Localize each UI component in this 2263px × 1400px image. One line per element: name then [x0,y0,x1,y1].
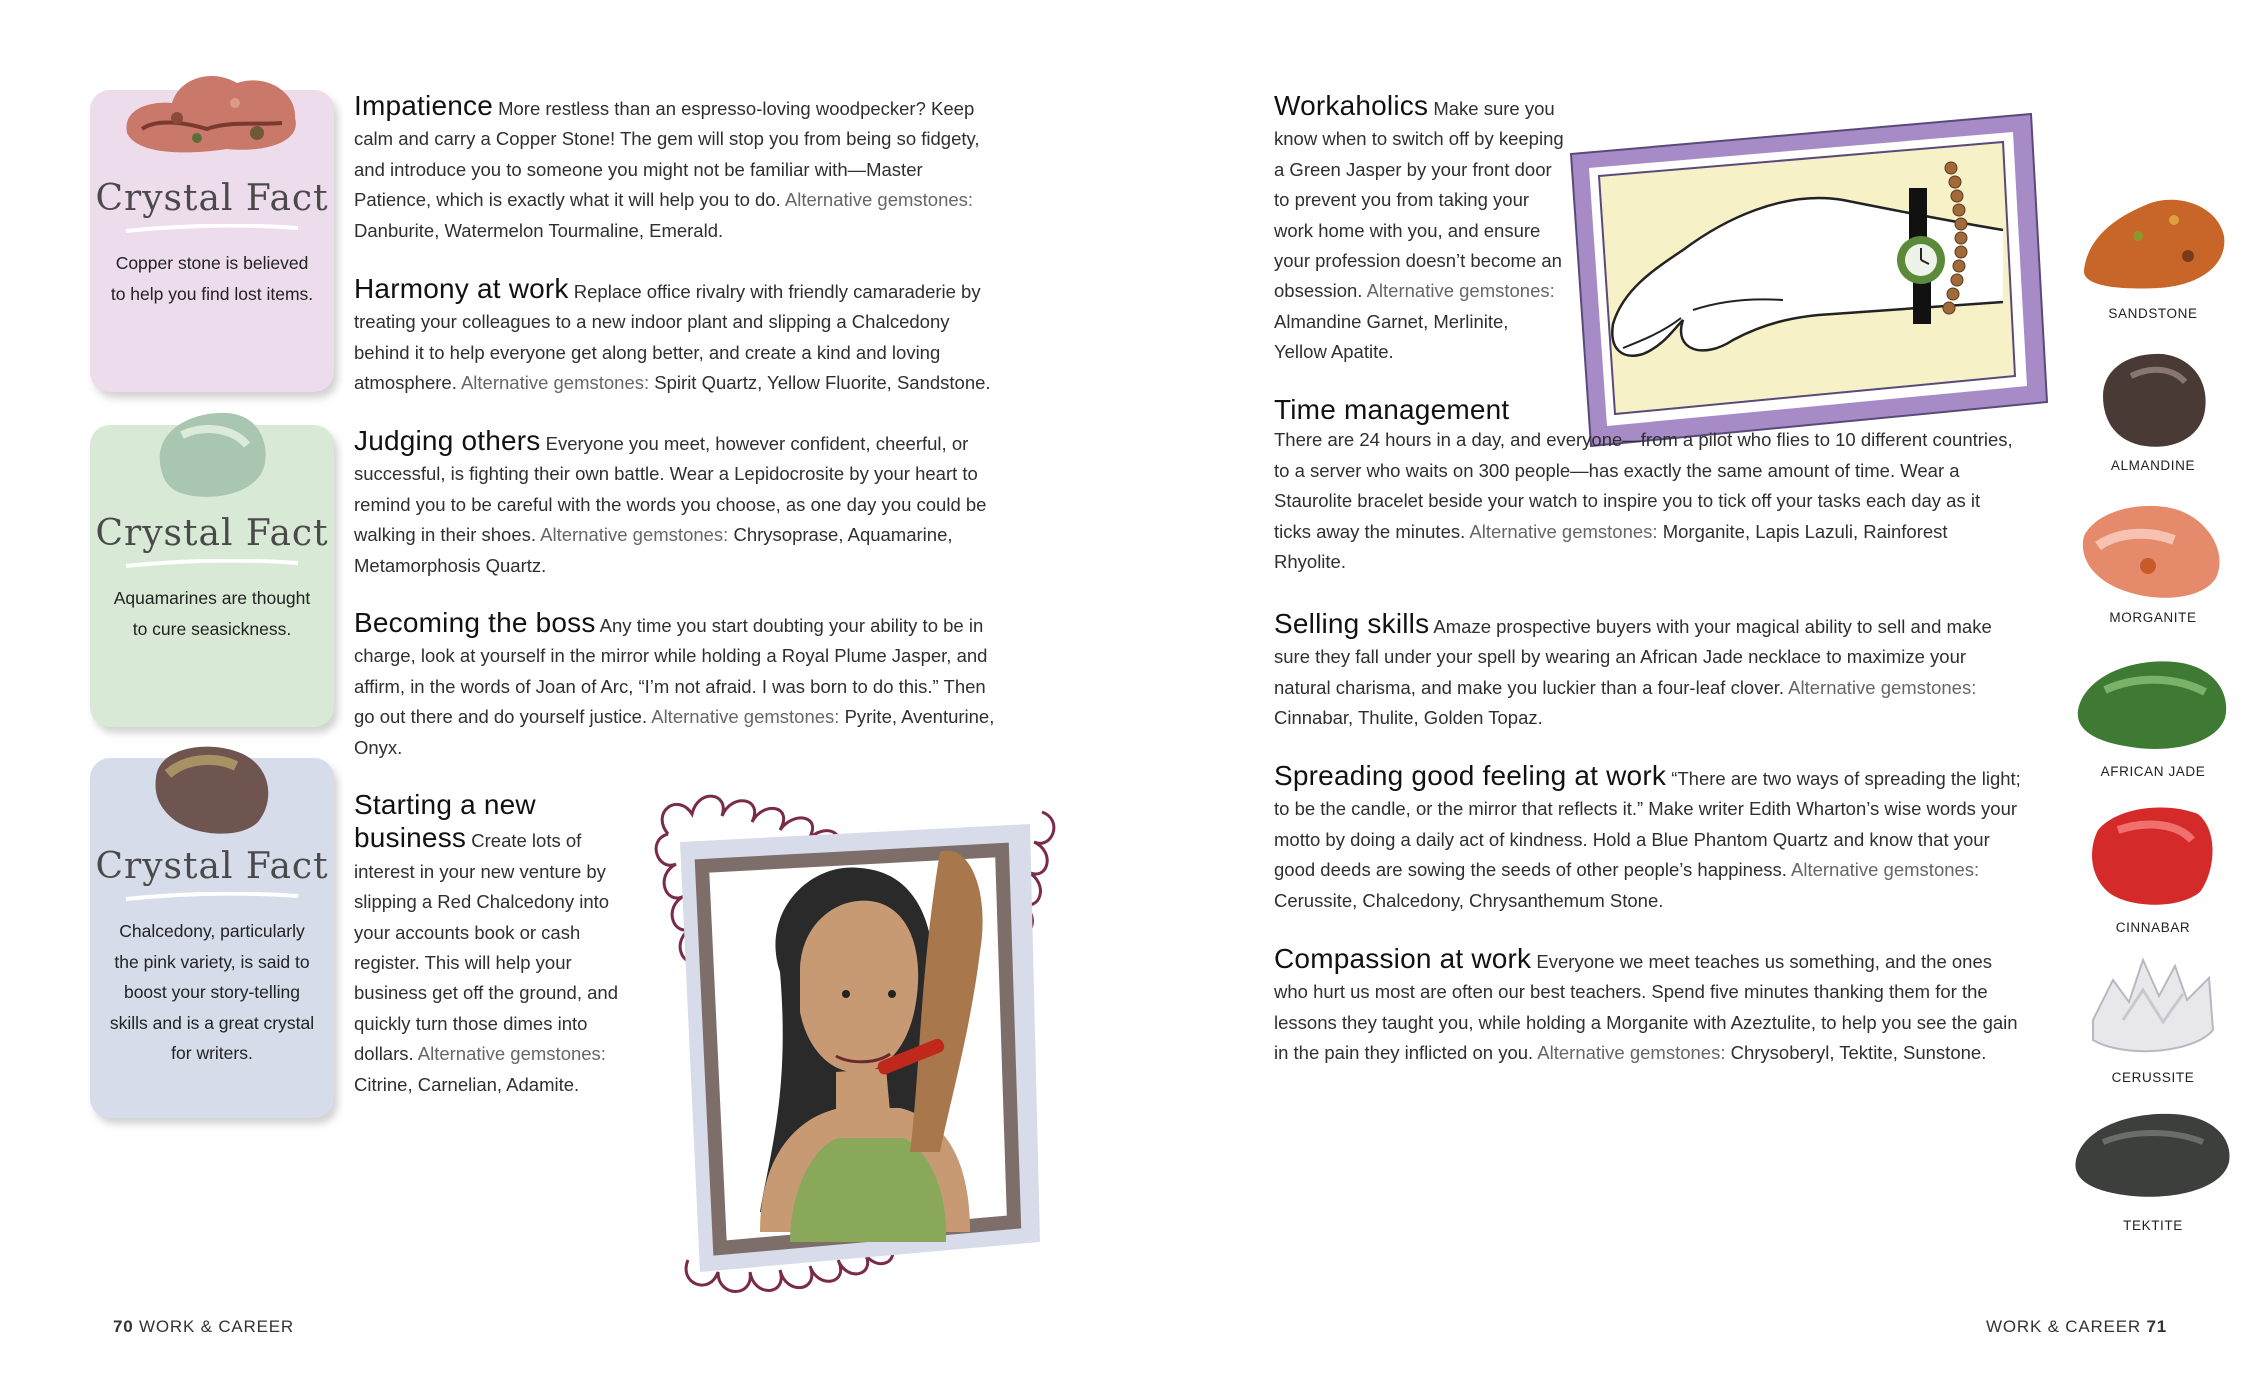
swoosh-decoration [124,559,300,569]
entry-body: There are 24 hours in a day, and everyone—from a pilot who flies to 10 different countries, to a server who waits on 300 people—has exactly the same amount of time. Wear a Staurolite bracelet beside your watch to inspire you to tick off your tasks each day as it ticks away the minutes. [1274,429,2013,542]
gem-label: AFRICAN JADE [2100,764,2206,779]
alternative-gemstones-label: Alternative gemstones: [1791,859,1980,881]
entry-body: Any time you start doubting your ability to be in charge, look at yourself in the mirror while holding a Royal Plume Jasper, and affirm, in the words of Joan of Arc, “I’m not afraid. I was born to do this.” Then go out there and do yourself justice. [354,615,988,728]
woman-in-mirror-illustration [640,772,1080,1322]
gem-sandstone [2068,186,2238,336]
entry-heading: Starting a new business [354,789,536,854]
entry-heading: Spreading good feeling at work [1274,760,1667,791]
entry-heading: Time management [1274,394,1510,425]
aquamarine-stone-image [152,405,272,503]
gem-african-jade [2068,650,2238,794]
gem-morganite [2068,496,2238,640]
crystal-fact-title: Crystal Fact [95,846,329,887]
entry-judging-others [354,426,994,581]
swoosh-decoration [124,892,300,902]
entry-body: More restless than an espresso-loving woodpecker? Keep calm and carry a Copper Stone! The gem will stop you from being so fidgety, and introduce you to someone you might not be familiar with—Master Patience, which is exactly what it will help you to do. [354,98,980,211]
gem-label: CERUSSITE [2111,1070,2195,1085]
cinnabar-image [2088,800,2218,910]
alternative-gemstones-list: Cerussite, Chalcedony, Chrysanthemum Stone. [1274,889,1664,911]
alternative-gemstones-list: Spirit Quartz, Yellow Fluorite, Sandstone. [654,372,991,394]
entry-heading: Workaholics [1274,90,1429,121]
african-jade-image [2075,650,2231,754]
entry-harmony-at-work [354,274,994,399]
gem-cerussite [2068,950,2238,1098]
entry-spreading-good-feeling [1274,761,2022,916]
almandine-image [2093,346,2213,452]
gem-label: TEKTITE [2123,1218,2183,1233]
copper-stone-image [117,63,307,155]
alternative-gemstones-label: Alternative gemstones: [1366,280,1555,302]
alternative-gemstones-label: Alternative gemstones: [784,189,974,211]
alternative-gemstones-label: Alternative gemstones: [1537,1042,1726,1064]
alternative-gemstones-list: Danburite, Watermelon Tourmaline, Emerald. [354,219,724,241]
alternative-gemstones-label: Alternative gemstones: [651,706,840,728]
entry-heading: Impatience [354,90,493,121]
gem-label: ALMANDINE [2110,458,2196,473]
alternative-gemstones-list: Chrysoprase, Aquamarine, Metamorphosis Quartz. [354,524,953,576]
cerussite-image [2083,950,2223,1062]
page-number: 71 [2146,1317,2167,1336]
crystal-fact-text: Copper stone is believed to help you find lost items. [110,253,314,304]
gem-cinnabar [2068,800,2238,950]
crystal-fact-card-chalcedony [90,758,334,1118]
crystal-fact-title: Crystal Fact [95,513,329,554]
alternative-gemstones-list: Almandine Garnet, Merlinite, Yellow Apatite. [1274,310,1509,363]
alternative-gemstones-list: Morganite, Lapis Lazuli, Rainforest Rhyolite. [1274,520,1948,573]
swoosh-decoration [124,224,300,234]
entry-time-management [1274,395,2022,577]
morganite-image [2078,496,2228,604]
gem-almandine [2068,346,2238,488]
folio-left [113,1317,294,1337]
alternative-gemstones-list: Citrine, Carnelian, Adamite. [354,1073,580,1095]
entry-body: “There are two ways of spreading the light; to be the candle, or the mirror that reflects it.” Make writer Edith Wharton’s wise words your motto by doing a daily act of kindness. Hold a Blue Phantom Quartz and know that your good deeds are sowing the seeds of other people’s happiness. [1274,768,2021,881]
chalcedony-stone-image [146,738,278,838]
alternative-gemstones-label: Alternative gemstones: [1788,676,1977,698]
entry-workaholics [1274,91,1564,368]
crystal-fact-card-copper [90,90,334,392]
entry-heading: Becoming the boss [354,607,596,638]
entry-heading: Selling skills [1274,608,1430,639]
page-number: 70 [113,1317,134,1336]
section-name: WORK & CAREER [139,1317,294,1336]
alternative-gemstones-label: Alternative gemstones: [1469,520,1658,542]
alternative-gemstones-label: Alternative gemstones: [540,524,729,546]
crystal-fact-text: Chalcedony, particularly the pink variety, is said to boost your story-telling skills and is a great crystal for writers. [109,921,315,1063]
entry-body: Everyone you meet, however confident, cheerful, or successful, is fighting their own battle. Wear a Lepidocrosite by your heart to remind you to be careful with the words you choose, as one day you could be walking in their shoes. [354,433,987,546]
entry-selling-skills [1274,609,2022,734]
left-page [0,0,1131,1400]
entry-body: Amaze prospective buyers with your magical ability to sell and make sure they fall under your spell by wearing an African Jade necklace to maximize your natural charisma, and make you luckier than a four-leaf clover. [1274,616,1992,698]
entry-body: Everyone we meet teaches us something, and the ones who hurt us most are often our best teachers. Spend five minutes thanking them for the lessons they taught you, while holding a Morganite with Azeztulite, to help you see the gain in the pain they inflicted on you. [1274,951,2018,1064]
alternative-gemstones-label: Alternative gemstones: [460,372,650,394]
tektite-image [2073,1102,2233,1202]
entry-compassion-at-work [1274,944,2022,1069]
entry-body: Make sure you know when to switch off by keeping a Green Jasper by your front door to prevent you from taking your work home with you, and ensure your profession doesn’t become an obsession. [1274,98,1564,302]
alternative-gemstones-list: Cinnabar, Thulite, Golden Topaz. [1274,707,1543,729]
gem-label: SANDSTONE [2108,306,2198,321]
entry-body: Create lots of interest in your new venture by slipping a Red Chalcedony into your accounts book or cash register. This will help your business get off the ground, and quickly turn those dimes into dollars. [354,830,618,1065]
crystal-fact-text: Aquamarines are thought to cure seasickness. [113,588,311,639]
crystal-fact-title: Crystal Fact [95,178,329,219]
entry-impatience [354,91,994,246]
crystal-fact-card-aquamarine [90,425,334,727]
folio-right [1986,1317,2167,1337]
alternative-gemstones-list: Pyrite, Aventurine, Onyx. [354,706,995,758]
entry-body: Replace office rivalry with friendly camaraderie by treating your colleagues to a new indoor plant and slipping a Chalcedony behind it to help everyone get along better, and create a kind and loving atmosphere. [354,281,981,394]
alternative-gemstones-label: Alternative gemstones: [417,1043,606,1065]
entry-heading: Compassion at work [1274,943,1532,974]
entry-starting-a-new-business [354,790,622,1100]
sandstone-image [2078,186,2228,296]
alternative-gemstones-list: Chrysoberyl, Tektite, Sunstone. [1730,1042,1987,1064]
entry-becoming-the-boss [354,608,1000,763]
gem-tektite [2068,1102,2238,1242]
entry-heading: Harmony at work [354,273,569,304]
gem-label: CINNABAR [2115,920,2191,935]
gem-label: MORGANITE [2109,610,2197,625]
section-name: WORK & CAREER [1986,1317,2141,1336]
entry-heading: Judging others [354,425,541,456]
